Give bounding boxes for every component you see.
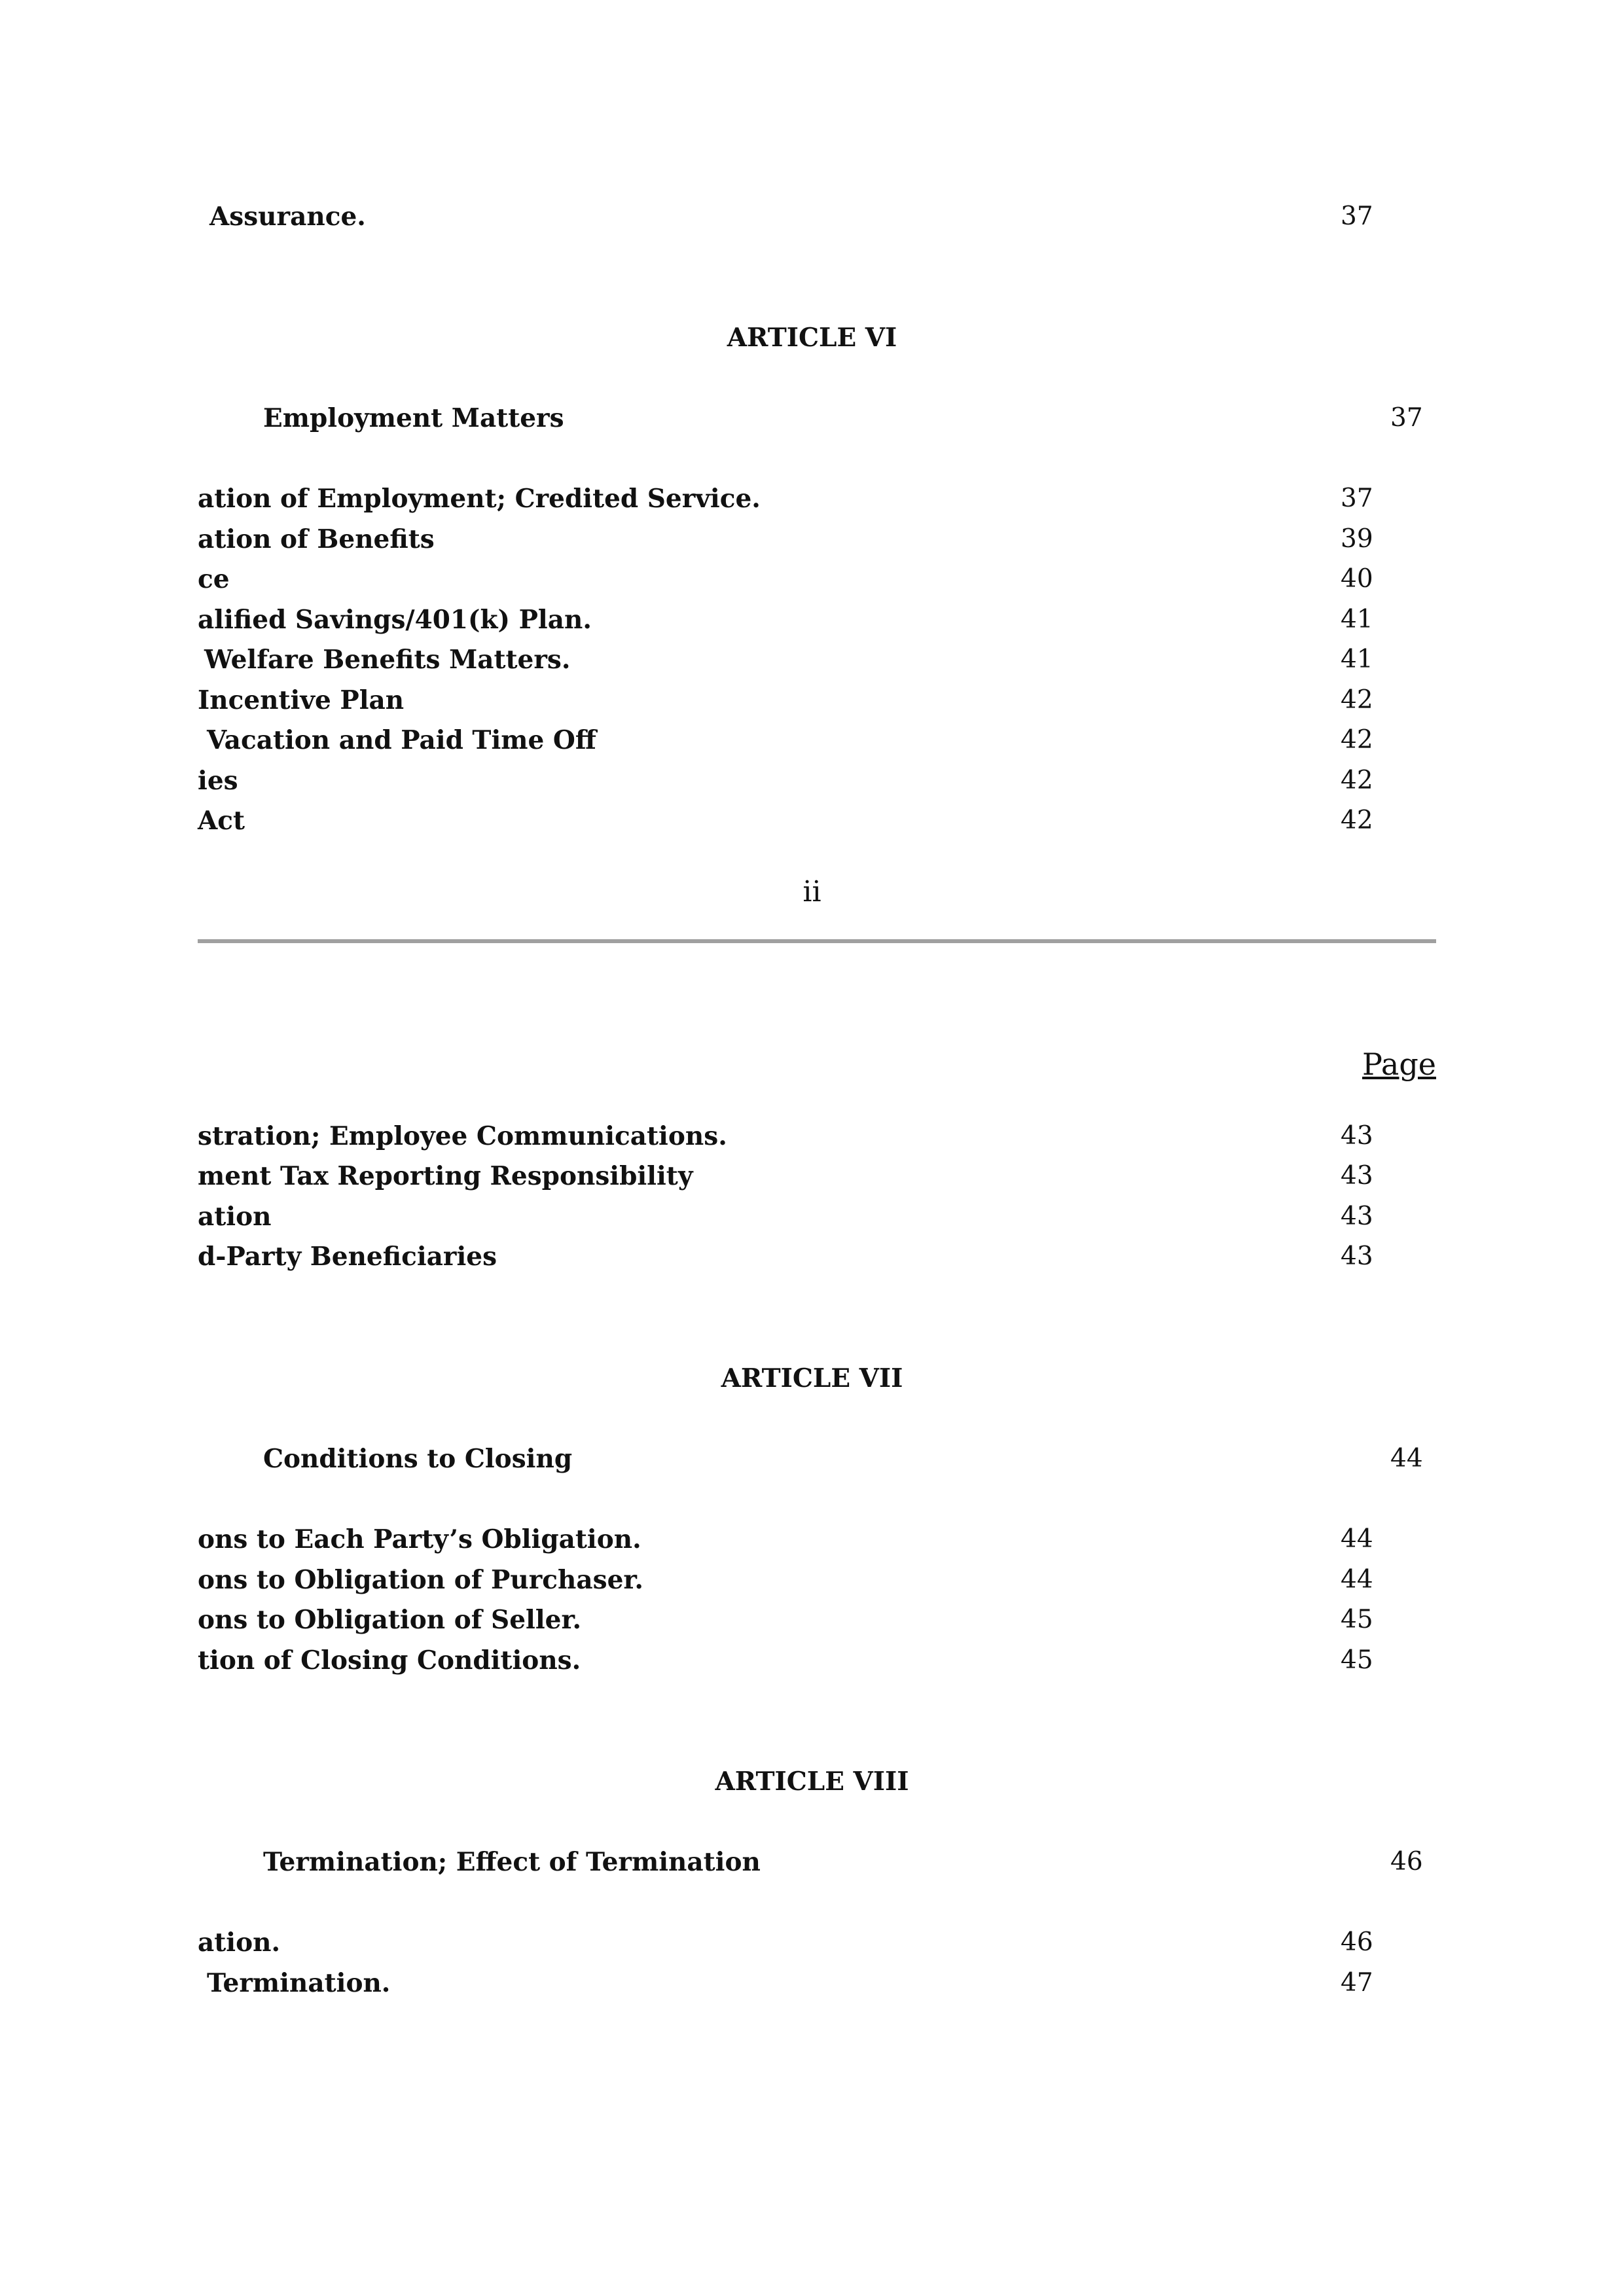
section-heading: Termination; Effect of Termination xyxy=(263,1847,761,1877)
section-heading: Employment Matters xyxy=(263,403,564,433)
toc-entry-title: ation of Employment; Credited Service. xyxy=(198,484,761,514)
toc-entry-title: ce xyxy=(198,564,230,594)
section-page: 44 xyxy=(1390,1444,1423,1473)
toc-entry-title: Incentive Plan xyxy=(198,685,405,715)
toc-entry-title: stration; Employee Communications. xyxy=(198,1121,727,1151)
toc-entry-title: Vacation and Paid Time Off xyxy=(207,725,596,755)
toc-entry-page: 45 xyxy=(1341,1605,1373,1634)
article-heading: ARTICLE VII xyxy=(721,1363,903,1393)
toc-entry-title: Welfare Benefits Matters. xyxy=(204,645,571,675)
toc-entry-page: 45 xyxy=(1341,1645,1373,1675)
toc-entry-page: 42 xyxy=(1341,685,1373,715)
toc-entry-page: 37 xyxy=(1341,484,1373,513)
article-heading: ARTICLE VI xyxy=(727,323,897,353)
toc-entry-page: 47 xyxy=(1341,1968,1373,1998)
toc-entry-title: tion of Closing Conditions. xyxy=(198,1645,581,1676)
toc-entry-page: 44 xyxy=(1341,1524,1373,1554)
toc-entry-title: alified Savings/401(k) Plan. xyxy=(198,605,592,635)
toc-entry-title: ation of Benefits xyxy=(198,524,435,554)
toc-entry-title: d-Party Beneficiaries xyxy=(198,1242,497,1272)
toc-entry-page: 43 xyxy=(1341,1121,1373,1151)
toc-entry-title: ment Tax Reporting Responsibility xyxy=(198,1161,693,1191)
toc-entry-title: ons to Each Party’s Obligation. xyxy=(198,1524,641,1554)
section-heading: Conditions to Closing xyxy=(263,1444,573,1474)
toc-entry-page: 40 xyxy=(1341,564,1373,594)
toc-entry-page: 43 xyxy=(1341,1242,1373,1271)
section-page: 46 xyxy=(1390,1847,1423,1876)
toc-entry-page: 44 xyxy=(1341,1565,1373,1594)
page-column-label: Page xyxy=(1362,1047,1436,1082)
toc-entry-title: ies xyxy=(198,766,238,796)
toc-entry-page: 41 xyxy=(1341,645,1373,674)
toc-entry-title: ons to Obligation of Purchaser. xyxy=(198,1565,643,1595)
article-heading: ARTICLE VIII xyxy=(715,1767,909,1797)
page-break-divider xyxy=(198,939,1436,943)
toc-entry-title: Assurance. xyxy=(209,202,366,232)
toc-entry-page: 41 xyxy=(1341,605,1373,634)
toc-entry-title: ation. xyxy=(198,1928,281,1958)
toc-entry-page: 46 xyxy=(1341,1928,1373,1957)
toc-entry-page: 43 xyxy=(1341,1202,1373,1231)
toc-entry-page: 42 xyxy=(1341,725,1373,755)
toc-entry-title: Act xyxy=(198,806,245,836)
toc-entry-title: ation xyxy=(198,1202,272,1232)
toc-entry-page: 42 xyxy=(1341,766,1373,795)
toc-entry-page: 37 xyxy=(1341,202,1373,231)
toc-entry-page: 43 xyxy=(1341,1161,1373,1191)
page-number-footer: ii xyxy=(803,875,821,908)
toc-entry-page: 39 xyxy=(1341,524,1373,554)
toc-entry-title: ons to Obligation of Seller. xyxy=(198,1605,582,1635)
section-page: 37 xyxy=(1390,403,1423,433)
toc-entry-page: 42 xyxy=(1341,806,1373,835)
toc-entry-title: Termination. xyxy=(207,1968,391,1998)
